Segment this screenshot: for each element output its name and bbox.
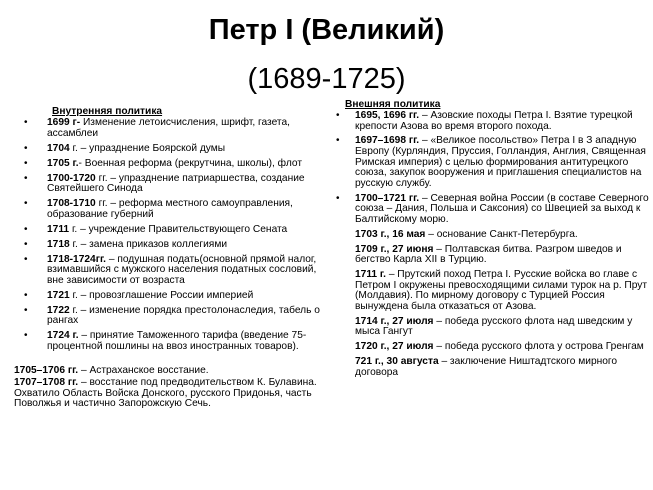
internal-policy-list [10,118,335,353]
uprising-item [10,366,335,377]
external-policy-item [334,317,649,338]
event-description: – Полтавская битва. Разгром шведов и бегство Карла XII в Турцию. [355,243,622,266]
event-date: 721 г., 30 августа [355,356,439,368]
external-policy-item [334,194,649,226]
event-date: 1699 г- [47,117,81,128]
event-description: г. – упразднение Боярской думы [69,142,226,154]
event-description: - Военная реформа (рекрутчина, школы), флот [78,157,302,169]
internal-uprisings [10,366,335,410]
event-description: – Северная война России (в составе Северного союза – Дания, Польша и Саксония) со Швецией за выход к Балтийскому морю. [355,192,649,225]
event-date: 1708-1710 [47,198,96,210]
event-description: – Прутский поход Петра I. Русские войска во главе с Петром I окружены превосходящими силами турок на р. Прут (Молдавия). По мирному договору с Турцией Россия вынуждена была отказаться от Азова. [355,269,648,312]
event-description: г. – провозглашение России империей [69,289,254,301]
event-description: – восстание под предводительством К. Булавина. Охватило Область Войска Донского, русского Придонья, часть Поволжья и частично Запорожскую Сечь. [14,377,317,410]
internal-policy-item [10,144,335,155]
external-policy-item [334,230,649,241]
event-description: Изменение летоисчисления, шрифт, газета, ассамблеи [47,117,290,139]
event-date: 1705 г. [47,157,79,169]
event-date: 1714 г., 27 июля [355,315,434,327]
internal-policy-item [10,306,335,327]
event-date: 1695, 1696 гг. [355,110,420,121]
event-date: 1720 г., 27 июля [355,341,434,353]
internal-policy-heading: Внутренняя политика [52,106,163,117]
internal-policy-item [10,240,335,251]
event-date: 1705–1706 гг. [14,364,79,376]
external-policy-item [334,136,649,189]
event-description: – заключение Ништадтского мирного договора [355,356,618,378]
internal-policy-column [10,106,335,412]
event-description: г. – изменение порядка престолонаследия, табель о рангах [47,304,320,327]
external-policy-item [334,111,649,132]
event-description: г. – замена приказов коллегиями [69,238,228,250]
event-description: – победа русского флота над шведским у мыса Гангут [355,315,633,338]
event-description: – Астраханское восстание. [78,364,209,376]
event-date: 1709 г., 27 июня [355,243,434,255]
event-description: гг. – реформа местного самоуправления, образование губерний [47,198,293,220]
internal-policy-item [10,174,335,195]
event-date: 1703 г., 16 мая [355,228,426,240]
external-policy-item [334,245,649,266]
external-policy-item [334,357,649,378]
external-policy-column [334,99,649,383]
external-policy-item [334,342,649,353]
event-date: 1722 [47,304,70,316]
event-description: г. – учреждение Правительствующего Сената [69,223,288,235]
page-title: Петр I (Великий) [208,14,445,46]
event-date: 1704 [47,142,70,154]
internal-policy-item [10,291,335,302]
external-policy-heading: Внешняя политика [345,99,441,110]
event-date: 1711 [47,223,70,235]
internal-policy-item [10,199,335,220]
event-description: гг. – упразднение патриаршества, создание Святейшего Синода [47,172,305,195]
event-description: – основание Санкт-Петербурга. [425,228,578,240]
event-description: – Азовские походы Петра I. Взятие турецкой крепости Азова во время второго похода. [355,110,633,132]
event-date: 1718-1724гг. [47,253,107,265]
uprising-item [10,378,335,410]
event-description: – подушная подать(основной прямой налог, взимавшийся с мужского населения податных сословий, вне зависимости от возраста [47,253,317,286]
internal-policy-item [10,159,335,170]
event-date: 1700–1721 гг. [355,192,420,204]
event-date: 1697–1698 гг. [355,135,420,147]
internal-policy-item [10,225,335,236]
event-description: – победа русского флота у острова Гренгам [433,341,644,353]
page-subtitle: (1689-1725) [247,63,406,95]
event-date: 1721 [47,289,70,301]
event-date: 1707–1708 гг. [14,377,79,389]
internal-policy-item [10,331,335,352]
event-date: 1718 [47,238,70,250]
event-date: 1724 г. [47,330,79,342]
event-description: – «Великое посольство» Петра I в З ападную Европу (Курляндия, Пруссия, Голландия, Англия, Священная Римская империя) с целью формирования антитурецкого союза, закупок вооружения и приглашения специалистов на русскую службу. [355,135,646,189]
internal-policy-item [10,255,335,287]
event-date: 1711 г. [355,269,386,281]
external-policy-item [334,270,649,312]
event-date: 1700-1720 [47,172,96,184]
external-policy-list [334,111,649,378]
internal-policy-item [10,118,335,139]
event-description: – принятие Таможенного тарифа (введение 75-процентной пошлины на ввоз иностранных товаров). [47,330,307,352]
